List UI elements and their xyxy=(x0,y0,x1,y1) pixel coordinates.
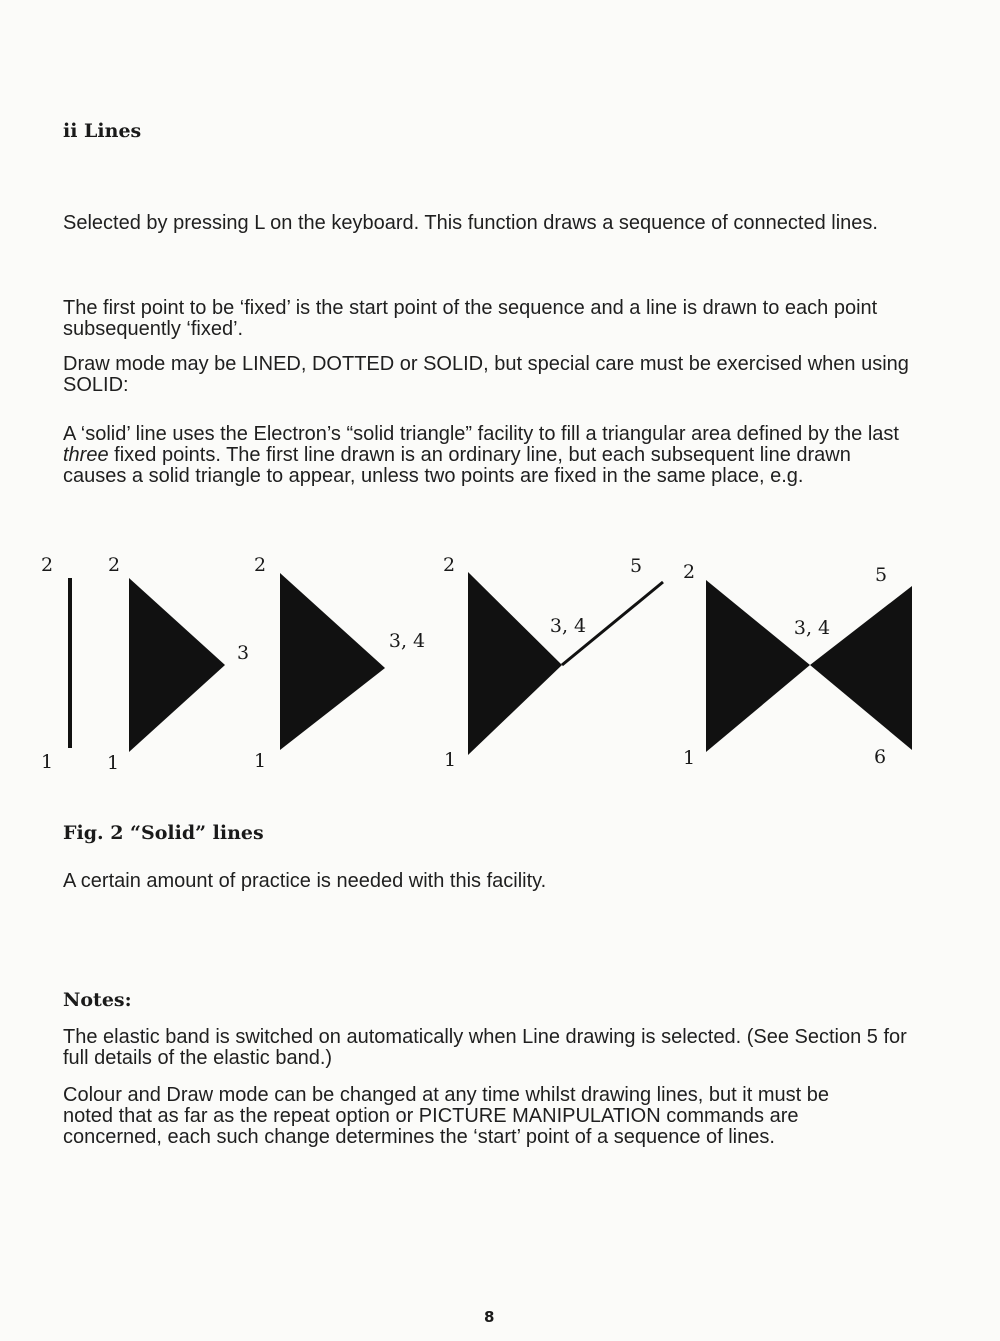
diagram-5-left-triangle xyxy=(706,580,810,752)
diagram-5-label-bottom: 1 xyxy=(682,747,696,769)
diagram-4-label-bottom: 1 xyxy=(443,749,457,771)
diagram-5-right-triangle xyxy=(810,586,912,750)
page-number: 8 xyxy=(484,1308,495,1326)
diagram-4-label-mid: 3, 4 xyxy=(549,615,587,637)
practice-note: A certain amount of practice is needed with this facility. xyxy=(63,870,547,892)
diagram-2-label-top: 2 xyxy=(107,554,121,576)
diagram-1-label-bottom: 1 xyxy=(40,751,54,773)
section-title: ii Lines xyxy=(63,120,142,142)
diagram-4-label-top: 2 xyxy=(442,554,456,576)
diagram-2-triangle xyxy=(129,578,225,752)
paragraph-first-point: The first point to be ‘fixed’ is the start point of the sequence and a line is drawn to each point subsequently ‘fixed’. xyxy=(63,297,878,340)
note-colour-draw-mode: Colour and Draw mode can be changed at any time whilst drawing lines, but it must be noted that as far as the repeat option or PICTURE MANIPULATION commands are concerned, each such change determines the ‘start’ point of a sequence of lines. xyxy=(63,1084,829,1148)
diagram-1-label-top: 2 xyxy=(40,554,54,576)
note-elastic-band: The elastic band is switched on automatically when Line drawing is selected. (See Section 5 for full details of the elastic band.) xyxy=(63,1026,907,1069)
solid-lines-figure xyxy=(0,540,1000,780)
diagram-5-label-mid: 3, 4 xyxy=(793,617,831,639)
diagram-3-label-mid: 3, 4 xyxy=(388,630,426,652)
notes-heading: Notes: xyxy=(63,989,132,1011)
figure-caption: Fig. 2 “Solid” lines xyxy=(63,822,264,844)
paragraph-selection: Selected by pressing L on the keyboard. This function draws a sequence of connected lines. xyxy=(63,212,878,234)
paragraph-solid-line xyxy=(63,424,903,487)
diagram-4-label-right: 5 xyxy=(629,555,643,577)
diagram-3-label-top: 2 xyxy=(253,554,267,576)
diagram-2-label-mid: 3 xyxy=(236,642,250,664)
diagram-3-label-bottom: 1 xyxy=(253,750,267,772)
diagram-5-label-right-top: 5 xyxy=(874,564,888,586)
diagram-5-label-right-bottom: 6 xyxy=(873,746,887,768)
paragraph-draw-mode: Draw mode may be LINED, DOTTED or SOLID, but special care must be exercised when using SOLID: xyxy=(63,353,909,396)
paragraph-solid-line-emphasis: three xyxy=(63,444,109,466)
paragraph-solid-line-text-b: fixed points. The first line drawn is an ordinary line, but each subsequent line drawn causes a solid triangle to appear, unless two points are fixed in the same place, e.g. xyxy=(63,444,851,487)
diagram-4-triangle xyxy=(468,572,562,755)
diagram-2-label-bottom: 1 xyxy=(106,752,120,774)
diagram-5-label-top: 2 xyxy=(682,561,696,583)
diagram-3-triangle xyxy=(280,573,385,750)
paragraph-solid-line-text-a: A ‘solid’ line uses the Electron’s “solid triangle” facility to fill a triangular area defined by the last xyxy=(63,423,899,445)
